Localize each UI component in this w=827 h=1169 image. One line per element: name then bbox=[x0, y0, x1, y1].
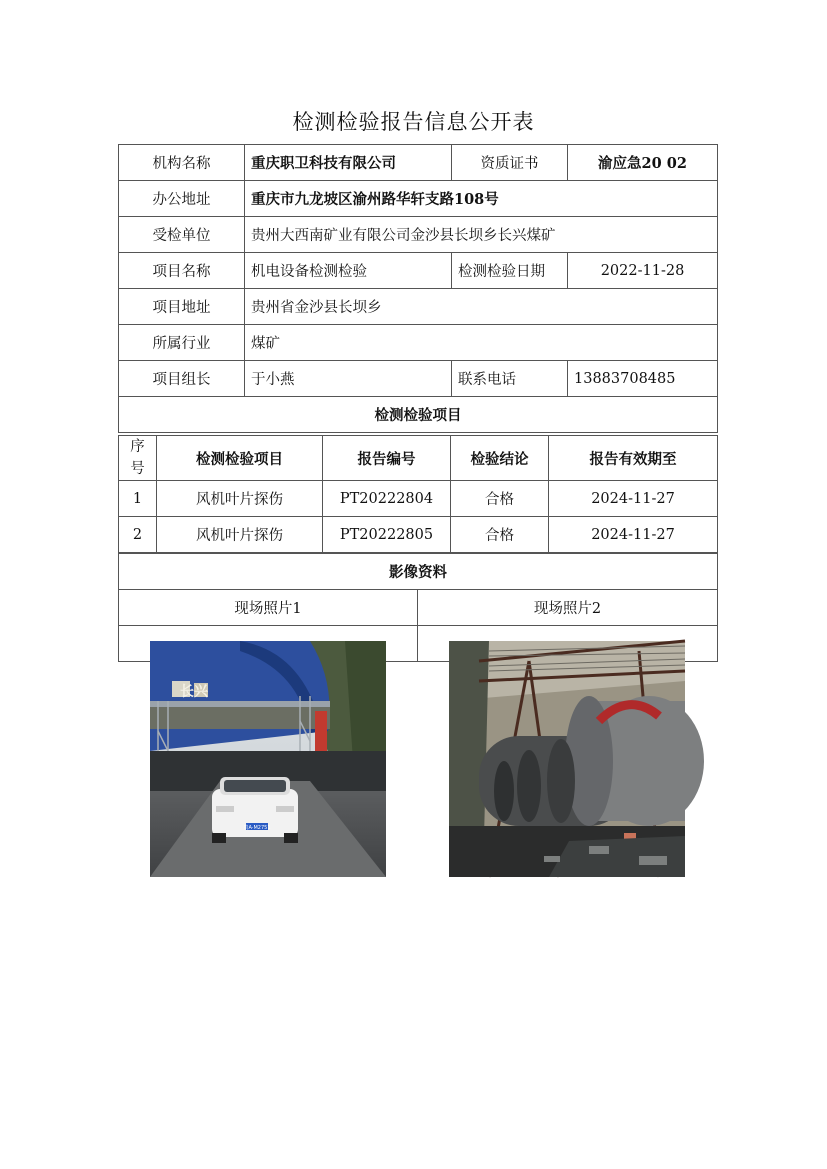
row2-report-no: PT20222805 bbox=[323, 517, 451, 553]
row-leader bbox=[119, 361, 718, 397]
items-section-title: 检测检验项目 bbox=[119, 397, 718, 433]
sign-text: 长兴 bbox=[180, 684, 208, 700]
industry-value: 煤矿 bbox=[245, 325, 718, 361]
row-inspected bbox=[119, 217, 718, 253]
header-seq-text: 序号 bbox=[130, 439, 145, 477]
row1-valid-until: 2024-11-27 bbox=[549, 481, 718, 517]
phone-label: 联系电话 bbox=[452, 361, 568, 397]
row-items-section bbox=[119, 397, 718, 433]
header-item: 检测检验项目 bbox=[157, 436, 323, 481]
plate-text: 贵A·M2751 bbox=[243, 825, 271, 831]
photo2-cell bbox=[418, 626, 718, 662]
cert-label: 资质证书 bbox=[452, 145, 568, 181]
photo-labels-row bbox=[119, 590, 718, 626]
inspected-label: 受检单位 bbox=[119, 217, 245, 253]
row-project-address bbox=[119, 289, 718, 325]
items-table bbox=[118, 435, 718, 553]
address-label: 办公地址 bbox=[119, 181, 245, 217]
leader-label: 项目组长 bbox=[119, 361, 245, 397]
phone-value: 13883708485 bbox=[568, 361, 718, 397]
table-row bbox=[119, 481, 718, 517]
images-section-title: 影像资料 bbox=[119, 554, 718, 590]
photo2-label: 现场照片2 bbox=[418, 590, 718, 626]
site-photo-1 bbox=[150, 641, 386, 877]
date-value: 2022-11-28 bbox=[568, 253, 718, 289]
header-valid-until: 报告有效期至 bbox=[549, 436, 718, 481]
project-addr-value: 贵州省金沙县长坝乡 bbox=[245, 289, 718, 325]
row2-item: 风机叶片探伤 bbox=[157, 517, 323, 553]
project-addr-label: 项目地址 bbox=[119, 289, 245, 325]
photo1-label: 现场照片1 bbox=[119, 590, 418, 626]
page-title: 检测检验报告信息公开表 bbox=[292, 110, 535, 134]
address-value: 重庆市九龙坡区渝州路华轩支路108号 bbox=[245, 181, 718, 217]
inspected-value: 贵州大西南矿业有限公司金沙县长坝乡长兴煤矿 bbox=[245, 217, 718, 253]
row1-conclusion: 合格 bbox=[451, 481, 549, 517]
site-photo-2 bbox=[449, 641, 685, 877]
row-org bbox=[119, 145, 718, 181]
row-project-name bbox=[119, 253, 718, 289]
photos-row bbox=[119, 626, 718, 662]
photo1-cell bbox=[119, 626, 418, 831]
project-name-value: 机电设备检测检验 bbox=[245, 253, 452, 289]
project-name-label: 项目名称 bbox=[119, 253, 245, 289]
org-info-table bbox=[118, 144, 718, 433]
row1-item: 风机叶片探伤 bbox=[157, 481, 323, 517]
org-value: 重庆职卫科技有限公司 bbox=[245, 145, 452, 181]
table-row bbox=[119, 517, 718, 553]
row2-conclusion: 合格 bbox=[451, 517, 549, 553]
industry-label: 所属行业 bbox=[119, 325, 245, 361]
header-conclusion: 检验结论 bbox=[451, 436, 549, 481]
row-industry bbox=[119, 325, 718, 361]
header-report-no: 报告编号 bbox=[323, 436, 451, 481]
row2-seq: 2 bbox=[119, 517, 157, 553]
items-header-row bbox=[119, 436, 718, 481]
row1-seq: 1 bbox=[119, 481, 157, 517]
images-section-row bbox=[119, 554, 718, 590]
images-table bbox=[118, 553, 718, 831]
row1-report-no: PT20222804 bbox=[323, 481, 451, 517]
header-seq bbox=[119, 436, 157, 481]
date-label: 检测检验日期 bbox=[452, 253, 568, 289]
row-address bbox=[119, 181, 718, 217]
row2-valid-until: 2024-11-27 bbox=[549, 517, 718, 553]
cert-value: 渝应急20 02 bbox=[568, 145, 718, 181]
org-label: 机构名称 bbox=[119, 145, 245, 181]
leader-value: 于小燕 bbox=[245, 361, 452, 397]
